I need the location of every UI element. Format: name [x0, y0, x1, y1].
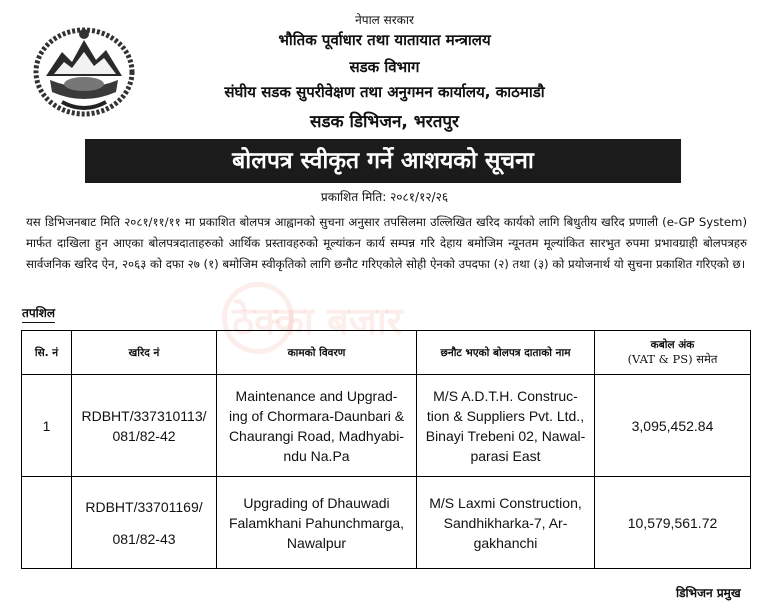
table-header-row	[22, 331, 751, 375]
bidder-line: Sandhikharka-7, Ar-	[443, 514, 568, 531]
watermark-text: ठेक्का बजार	[232, 299, 403, 343]
row-bid-amount: 10,579,561.72	[595, 477, 751, 569]
government-name: नेपाल सरकार	[355, 13, 414, 27]
header-bid-amount	[595, 331, 751, 375]
header-sn: सि. नं	[22, 331, 72, 375]
row-work-description	[217, 477, 417, 569]
row-bid-amount: 3,095,452.84	[595, 375, 751, 477]
header-procurement-no: खरिद नं	[72, 331, 217, 375]
accepted-bids-table	[21, 330, 751, 569]
header-bid-amount-line1: कबोल अंक	[650, 339, 695, 351]
bidder-line: M/S A.D.T.H. Construc-	[433, 387, 578, 404]
table-row	[22, 375, 751, 477]
signature-division-chief: डिभिजन प्रमुख	[676, 586, 741, 600]
procurement-no-line: RDBHT/337310113/	[81, 407, 207, 424]
work-line: Nawalpur	[286, 534, 347, 551]
work-line: Chaurangi Road, Madhyabi-	[228, 427, 405, 444]
bidder-line: gakhanchi	[473, 534, 538, 551]
header-work-description: कामको विवरण	[217, 331, 417, 375]
details-label: तपशिल	[22, 304, 55, 323]
work-line: ndu Na.Pa	[283, 447, 350, 464]
row-procurement-no	[72, 477, 217, 569]
notice-title-banner: बोलपत्र स्वीकृत गर्ने आशयको सूचना	[85, 139, 681, 183]
bidder-line: M/S Laxmi Construction,	[429, 494, 582, 511]
department-name: सडक विभाग	[349, 58, 420, 76]
work-line: Maintenance and Upgrad-	[235, 387, 398, 404]
row-sn: 1	[22, 375, 72, 477]
header-bid-amount-line2: (VAT & PS) समेत	[627, 352, 718, 366]
procurement-no-line: RDBHT/33701169/	[85, 498, 203, 515]
table-row	[22, 477, 751, 569]
row-bidder-name	[417, 375, 595, 477]
procurement-no-line: 081/82-43	[112, 530, 176, 547]
header-bidder-name: छनौट भएको बोलपत्र दाताको नाम	[417, 331, 595, 375]
work-line: ing of Chormara-Daunbari &	[228, 407, 405, 424]
published-date: प्रकाशित मिति: २०८१/१२/२६	[320, 190, 449, 204]
ministry-name: भौतिक पूर्वाधार तथा यातायात मन्त्रालय	[278, 31, 491, 49]
procurement-no-line: 081/82-42	[112, 427, 176, 444]
row-sn	[22, 477, 72, 569]
work-line: Falamkhani Pahunchmarga,	[228, 514, 405, 531]
row-procurement-no	[72, 375, 217, 477]
row-bidder-name	[417, 477, 595, 569]
bidder-line: tion & Suppliers Pvt. Ltd.,	[426, 407, 585, 424]
bidder-line: parasi East	[470, 447, 541, 464]
notice-body-paragraph: यस डिभिजनबाट मिति २०८१/११/११ मा प्रकाशित बोलपत्र आह्वानको सुचना अनुसार तपसिलमा उल्लिखित खरिद कार्यको लागि बिधुतीय खरिद प्रणाली (e-GP System) मार्फत दाखिला हुन आएका बोलपत्रदाताहरुको आर्थिक प्रस्तावहरुको मूल्यांकन कार्य सम्पन्न गरि देहाय बमोजिम न्यूनतम मूल्यांकित सारभुत रुपमा प्रभावग्राही बोलपत्रहरु सार्वजनिक खरिद ऐन, २०६३ को दफा २७ (१) बमोजिम स्वीकृतिको लागि छनौट गरिएकोले सोही ऐनको उपदफा (२) तथा (३) को प्रयोजनार्थ यो सुचना प्रकाशित गरिएको छ।	[26, 215, 747, 271]
bidder-line: Binayi Trebeni 02, Nawal-	[425, 427, 586, 444]
work-line: Upgrading of Dhauwadi	[243, 494, 390, 511]
row-work-description	[217, 375, 417, 477]
division-name: सडक डिभिजन, भरतपुर	[309, 112, 460, 132]
office-name: संघीय सडक सुपरीवेक्षण तथा अनुगमन कार्यालय, काठमाडौ	[224, 83, 545, 101]
